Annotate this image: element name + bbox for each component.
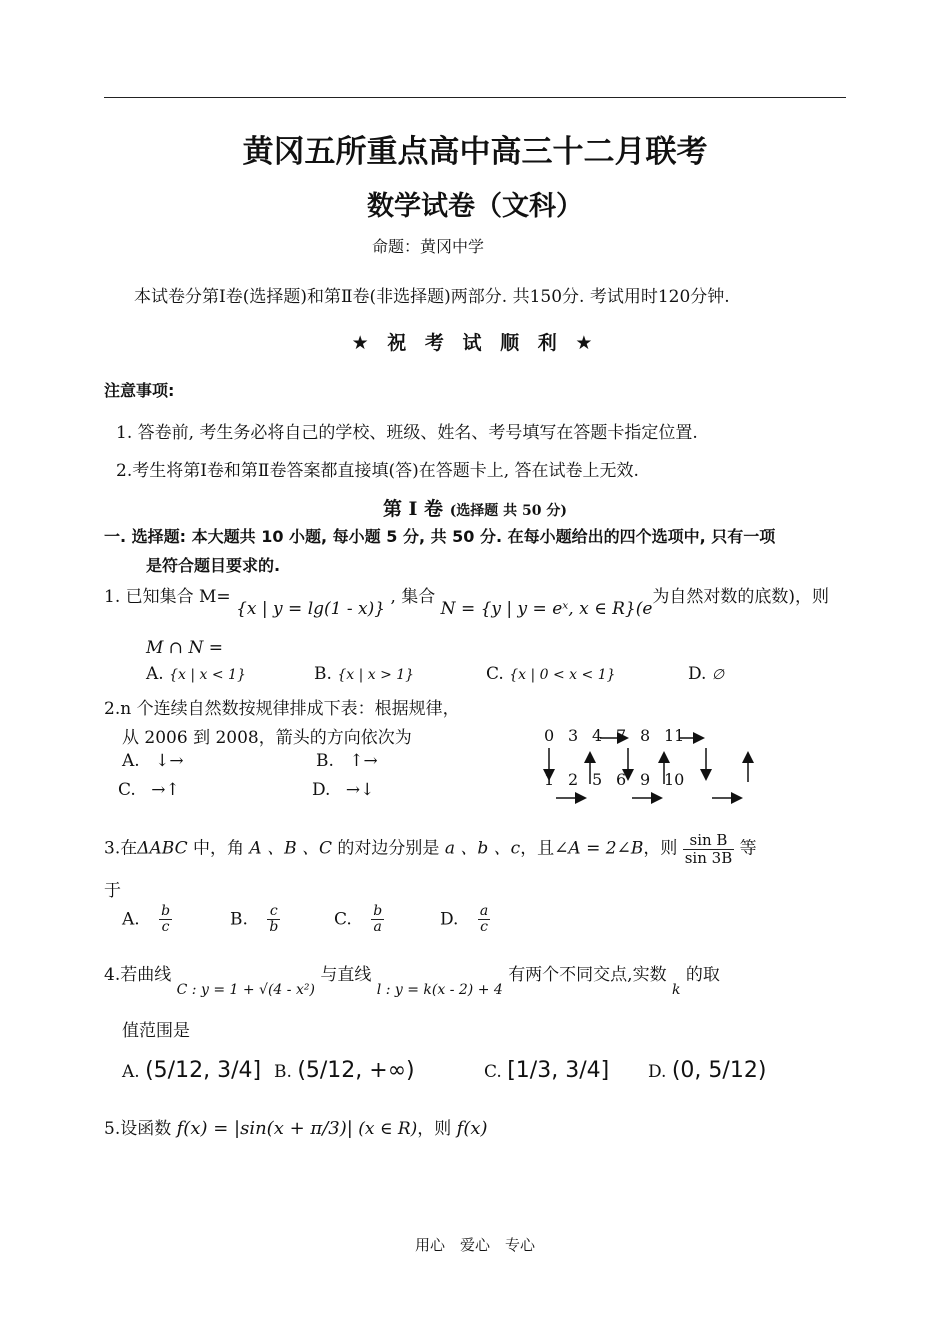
part1-label: 第 Ⅰ 卷 [382, 498, 444, 520]
q1-mid: , 集合 [390, 587, 436, 607]
q1-option-b-value: {x | x > 1} [337, 667, 415, 683]
q3-frac-num: sin B [683, 832, 735, 850]
frac-num: c [267, 904, 280, 920]
top-rule [104, 97, 846, 98]
q5-function: f(x) = |sin(x + π/3)| [176, 1118, 353, 1139]
q4-mid2: 有两个不同交点,实数 [508, 965, 667, 985]
q2-option-b-label: B. [316, 751, 334, 771]
q1-option-b-label: B. [314, 664, 332, 684]
q4-option-c-label: C. [484, 1062, 502, 1082]
q3-option-a-label: A. [122, 909, 140, 930]
q2-line1: 2.n 个连续自然数按规律排成下表：根据规律， [104, 699, 460, 719]
grid-number: 11 [664, 726, 685, 745]
frac-num: a [479, 903, 489, 919]
q3-option-c [334, 904, 384, 936]
good-luck-line: ★ 祝 考 试 顺 利 ★ [351, 332, 599, 354]
q2-option-d-label: D. [312, 780, 331, 800]
q2-option-b-value: ↑→ [349, 751, 378, 771]
q4-suffix: 的取 [685, 965, 720, 985]
q3-angles: A 、B 、C [249, 838, 333, 859]
q1-option-c-label: C. [486, 664, 504, 684]
q3-option-a [122, 904, 172, 936]
q4-prefix: 4.若曲线 [104, 965, 172, 985]
grid-number: 9 [640, 770, 651, 789]
q3-fraction [683, 832, 735, 866]
q5-prefix: 5.设函数 [104, 1119, 172, 1139]
q4-line1 [104, 960, 720, 998]
q4-curve: C : y = 1 + √(4 - x²) [176, 982, 315, 998]
notice-heading: 注意事项: [104, 381, 175, 400]
q3-option-d-label: D. [440, 909, 459, 930]
q1-option-d-label: D. [688, 664, 707, 684]
q3-line2: 于 [104, 881, 121, 901]
intro-line: 本试卷分第Ⅰ卷(选择题)和第Ⅱ卷(非选择题)两部分. 共150分. 考试用时120分钟. [134, 287, 730, 307]
q3-triangle: ΔABC [137, 838, 188, 859]
grid-number: 2 [568, 770, 579, 789]
q4-option-b-label: B. [274, 1062, 292, 1082]
grid-number: 10 [664, 770, 685, 789]
q3-suffix: 等 [739, 838, 757, 859]
q5-mid: ，则 [417, 1119, 452, 1139]
q3-option-a-frac [159, 904, 172, 936]
q2-line2: 从 2006 到 2008，箭头的方向依次为 [122, 728, 412, 748]
q4-option-c-value: [1/3, 3/4] [507, 1058, 610, 1083]
q3-option-d-frac [478, 904, 490, 936]
q4-line-eq: l : y = k(x - 2) + 4 [376, 982, 503, 998]
notice-item-2: 2.考生将第Ⅰ卷和第Ⅱ卷答案都直接填(答)在答题卡上, 答在试卷上无效. [116, 461, 639, 481]
q2-arrows [540, 720, 770, 810]
q5-line1 [104, 1114, 488, 1139]
q1-set-m: {x | y = lg(1 - x)} [236, 599, 386, 619]
q1-option-c-value: {x | 0 < x < 1} [509, 667, 616, 683]
frac-den: b [269, 919, 279, 936]
q2-option-c-value: →↑ [151, 780, 180, 800]
q4-option-b [274, 1058, 415, 1083]
part1-sub: (选择题 共 50 分) [449, 503, 568, 519]
q4-option-d-value: (0, 5/12) [671, 1058, 767, 1083]
q3-option-c-label: C. [334, 909, 352, 930]
grid-number: 3 [568, 726, 579, 745]
q4-option-d [648, 1058, 766, 1083]
q3-line1 [104, 832, 757, 866]
q1-option-b [314, 664, 414, 684]
q3-mid2: 的对边分别是 [337, 838, 440, 859]
q4-line2: 值范围是 [122, 1021, 190, 1041]
grid-number: 7 [616, 726, 627, 745]
section1-instructions-line2: 是符合题目要求的. [146, 556, 281, 575]
q3-mid3: ，且 [520, 838, 555, 859]
q1-option-d [688, 664, 724, 684]
q3-mid4: ，则 [643, 838, 678, 859]
q1-line2: M ∩ N = [146, 638, 223, 658]
q3-sides: a 、b 、c [444, 838, 521, 859]
q2-option-b [316, 751, 378, 771]
q2-option-d-value: →↓ [345, 780, 375, 800]
q4-option-c [484, 1058, 609, 1083]
q1-prefix: 1. 已知集合 M= [104, 587, 231, 607]
q3-option-b [230, 904, 280, 936]
q2-option-a [122, 751, 184, 771]
exam-title: 黄冈五所重点高中高三十二月联考 [242, 134, 708, 170]
q2-option-d [312, 780, 374, 800]
frac-den: c [161, 919, 170, 936]
frac-num: b [161, 903, 171, 919]
grid-number: 1 [544, 770, 555, 789]
grid-number: 8 [640, 726, 651, 745]
q4-option-a-label: A. [122, 1062, 140, 1082]
q1-set-n: N = {y | y = eˣ, x ∈ R}(e [440, 599, 653, 619]
q4-option-d-label: D. [648, 1062, 667, 1082]
q3-option-b-label: B. [230, 909, 248, 930]
q1-option-d-value: ∅ [711, 667, 725, 683]
q2-option-c [118, 780, 180, 800]
q1-option-a-value: {x | x < 1} [169, 667, 246, 683]
q1-line1 [104, 582, 830, 619]
q4-option-b-value: (5/12, +∞) [297, 1058, 415, 1083]
q2-option-a-label: A. [122, 751, 140, 771]
q3-mid1: 中，角 [193, 838, 245, 859]
frac-den: a [373, 919, 382, 936]
q1-option-a-label: A. [146, 664, 164, 684]
q1-option-a [146, 664, 246, 684]
notice-item-1: 1. 答卷前, 考生务必将自己的学校、班级、姓名、考号填写在答题卡指定位置. [116, 423, 698, 443]
grid-number: 4 [592, 726, 603, 745]
q5-tail: f(x) [456, 1118, 488, 1139]
q4-option-a-value: (5/12, 3/4] [145, 1058, 262, 1083]
q2-number-grid [540, 720, 770, 810]
q2-option-a-value: ↓→ [155, 751, 184, 771]
grid-number: 5 [592, 770, 603, 789]
q5-domain: (x ∈ R) [358, 1119, 418, 1139]
q4-mid1: 与直线 [320, 965, 372, 985]
author-line: 命题：黄冈中学 [372, 237, 485, 256]
q3-option-d [440, 904, 490, 936]
q4-option-a [122, 1058, 261, 1083]
q3-prefix: 3.在 [104, 838, 138, 859]
q4-var: k [672, 982, 681, 998]
grid-number: 6 [616, 770, 627, 789]
page-footer: 用心 爱心 专心 [414, 1236, 535, 1254]
frac-den: c [480, 919, 488, 936]
q3-option-c-frac [371, 904, 384, 936]
q3-option-b-frac [267, 904, 280, 936]
frac-num: b [373, 903, 383, 919]
part1-heading [0, 494, 950, 521]
q1-suffix: 为自然对数的底数)，则 [652, 587, 830, 607]
exam-subtitle: 数学试卷（文科） [367, 191, 583, 222]
q1-option-c [486, 664, 616, 684]
q2-option-c-label: C. [118, 780, 136, 800]
q3-frac-den: sin 3B [684, 848, 733, 867]
q3-condition: ∠A = 2∠B [554, 838, 644, 859]
grid-number: 0 [544, 726, 555, 745]
section1-instructions-line1: 一. 选择题: 本大题共 10 小题, 每小题 5 分, 共 50 分. 在每小题给出的四个选项中, 只有一项 [104, 527, 776, 546]
